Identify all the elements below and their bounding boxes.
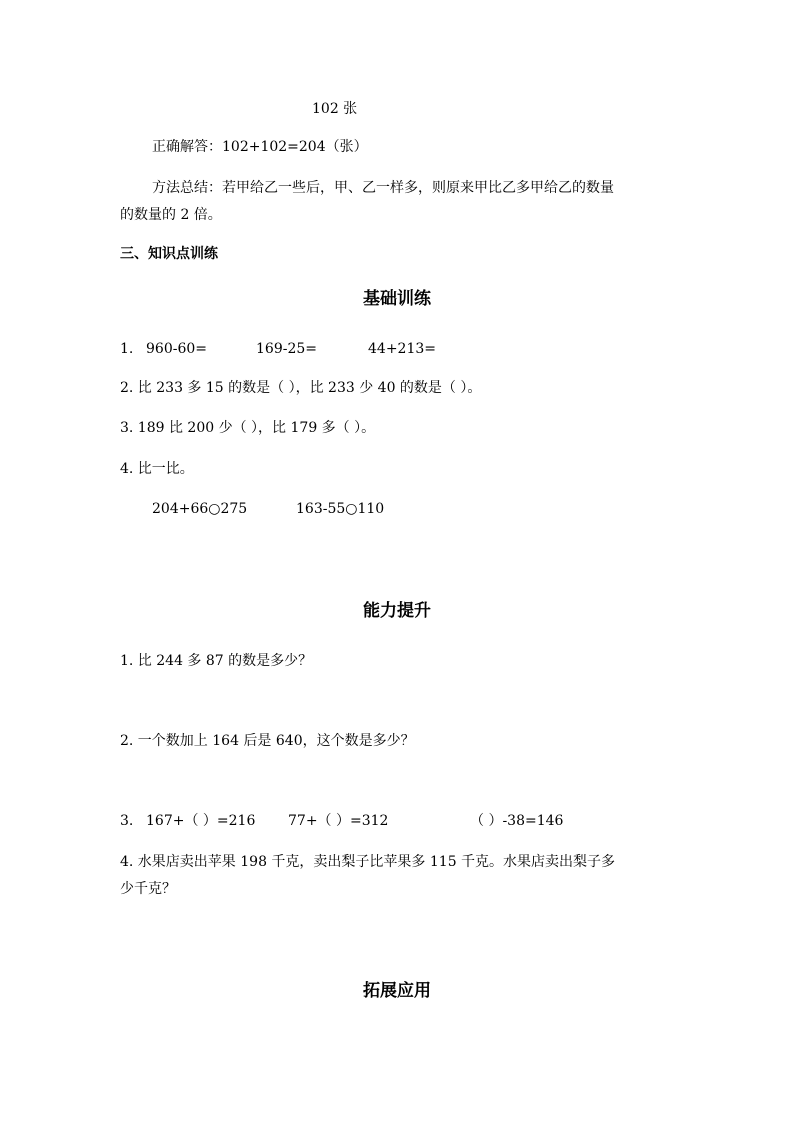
- question-number: 1.: [120, 341, 134, 357]
- expression-c: （ ）-38=146: [470, 813, 564, 829]
- compare-expression-a: 204+66○275: [152, 501, 248, 517]
- basic-question-3: 3. 189 比 200 少（ ），比 179 多（ ）。: [120, 420, 376, 436]
- expression-c: 44+213=: [368, 341, 436, 357]
- method-summary-line1: 方法总结：若甲给乙一些后，甲、乙一样多，则原来甲比乙多甲给乙的数量: [152, 180, 614, 196]
- ability-heading: 能力提升: [363, 601, 431, 621]
- section-title: 三、知识点训练: [120, 246, 218, 262]
- extension-heading: 拓展应用: [363, 981, 431, 1001]
- question-number: 3.: [120, 813, 134, 829]
- compare-expression-b: 163-55○110: [296, 501, 385, 517]
- ability-question-2: 2. 一个数加上 164 后是 640，这个数是多少？: [120, 733, 415, 749]
- ability-question-1: 1. 比 244 多 87 的数是多少？: [120, 653, 313, 669]
- correct-answer-text: 正确解答：102+102=204（张）: [152, 139, 368, 155]
- ability-question-4-line1: 4. 水果店卖出苹果 198 千克，卖出梨子比苹果多 115 千克。水果店卖出梨子多: [120, 854, 616, 870]
- basic-training-heading: 基础训练: [363, 289, 431, 309]
- expression-a: 960-60=: [146, 341, 207, 357]
- ability-question-4-line2: 少千克？: [120, 881, 176, 897]
- basic-question-4: 4. 比一比。: [120, 461, 194, 477]
- wrong-answer-text: 102 张: [312, 101, 358, 117]
- method-summary-line2: 的数量的 2 倍。: [120, 207, 222, 223]
- expression-b: 169-25=: [256, 341, 317, 357]
- expression-a: 167+（ ）=216: [146, 813, 256, 829]
- basic-question-2: 2. 比 233 多 15 的数是（ ），比 233 少 40 的数是（ ）。: [120, 380, 482, 396]
- expression-b: 77+（ ）=312: [288, 813, 389, 829]
